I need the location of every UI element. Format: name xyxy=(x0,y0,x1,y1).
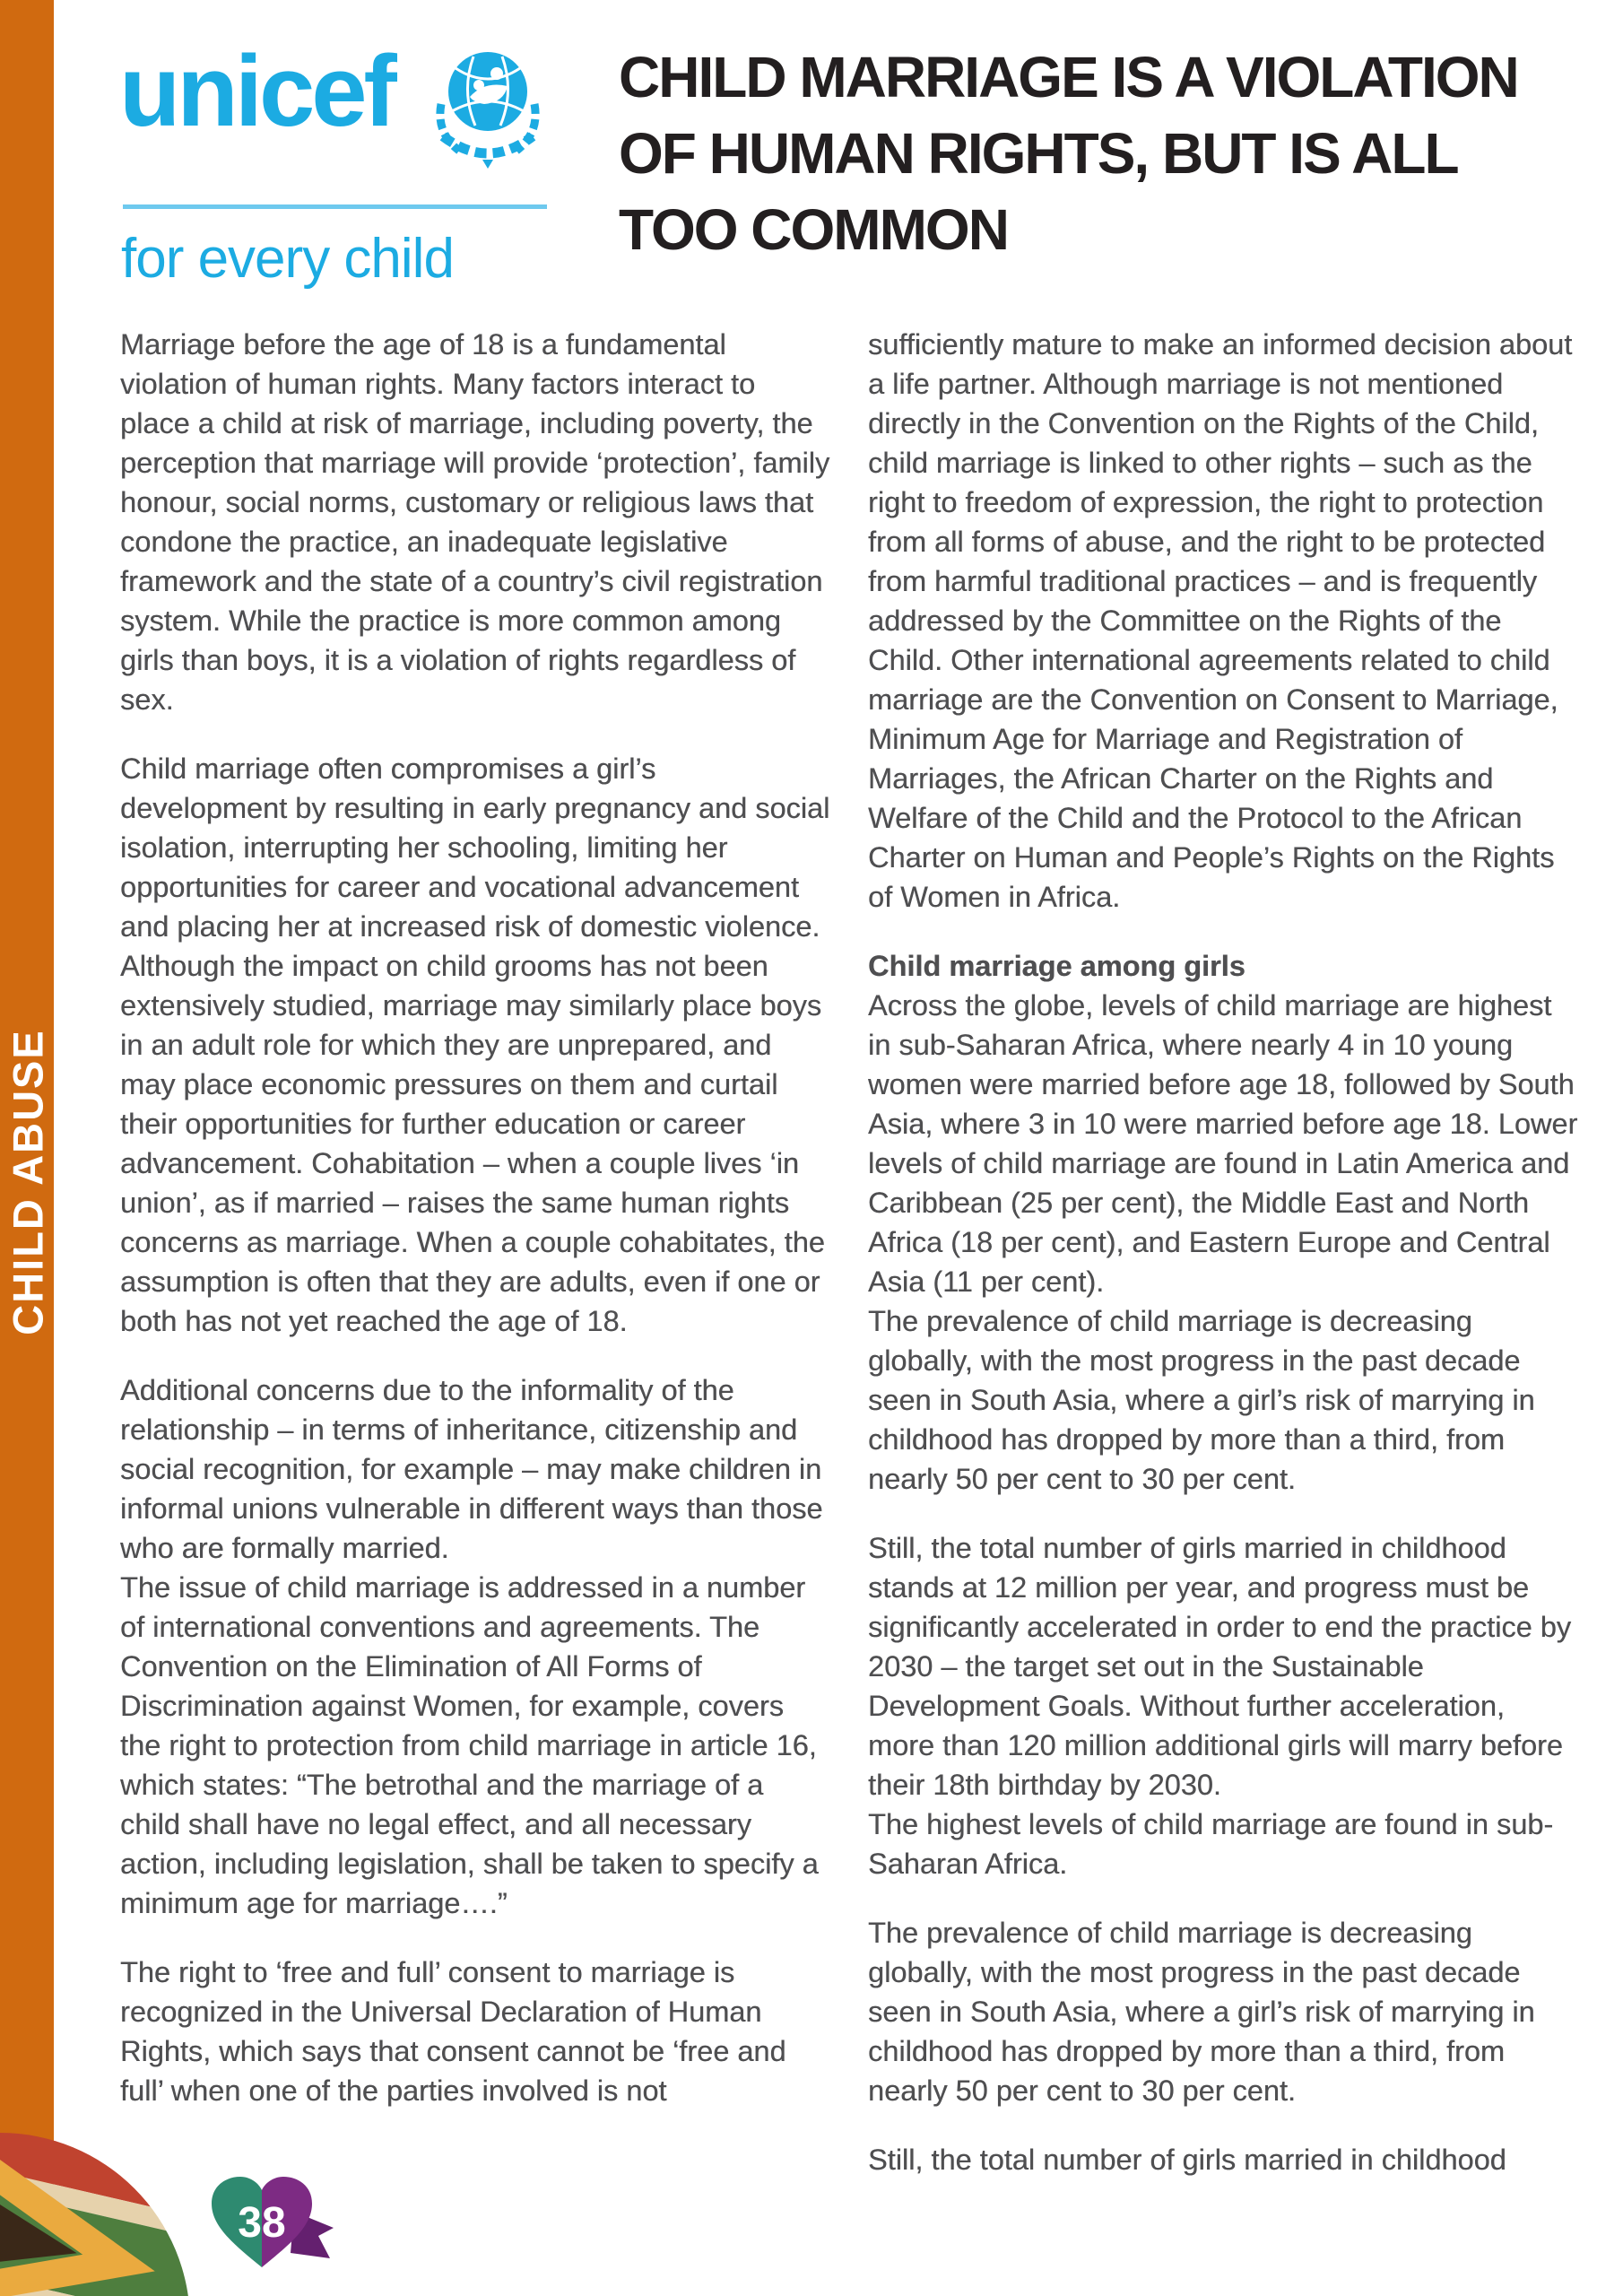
paragraph xyxy=(120,1952,830,2110)
article-column-left xyxy=(120,325,830,2140)
paragraph xyxy=(868,1528,1578,1883)
paragraph xyxy=(868,946,1578,1499)
text-run: The highest levels of child marriage are found in sub-Saharan Africa. xyxy=(868,1808,1554,1880)
title-line-1: CHILD MARRIAGE IS A VIOLATION xyxy=(619,45,1518,109)
text-run: Across the globe, levels of child marriage are highest in sub-Saharan Africa, where nearly 4 in 10 young women were married before age 18, followed by South Asia, where 3 in 10 were married before age 18. Lower levels of child marriage are found in Latin America and Caribbean (25 per cent), the Middle East and North Africa (18 per cent), and Eastern Europe and Central Asia (11 per cent). xyxy=(868,989,1578,1298)
paragraph xyxy=(120,1370,830,1923)
page-title xyxy=(619,39,1578,268)
text-run: Marriage before the age of 18 is a fundamental violation of human rights. Many factors interact to place a child at risk of marriage, including poverty, the perception that marriage will provide ‘protection’, family honour, social norms, customary or religious laws that condone the practice, an inadequate legislative framework and the state of a country’s civil registration system. While the practice is more common among girls than boys, it is a violation of rights regardless of sex. xyxy=(120,328,830,716)
text-run: Additional concerns due to the informality of the relationship – in terms of inheritance, citizenship and social recognition, for example – may make children in informal unions vulnerable in different ways than those who are formally married. xyxy=(120,1374,823,1564)
unicef-wordmark: unicef xyxy=(119,35,394,147)
article-column-right xyxy=(868,325,1578,2209)
page-number: 38 xyxy=(238,2199,286,2247)
unicef-tagline: for every child xyxy=(121,228,454,290)
paragraph xyxy=(868,325,1578,917)
logo-divider xyxy=(123,204,547,209)
text-run: The issue of child marriage is addressed in a number of international conventions and agreements. The Convention on the Elimination of All Forms of Discrimination against Women, for example, covers the right to protection from child marriage in article 16, which states: “The betrothal and the marriage of a child shall have no legal effect, and all necessary action, including legislation, shall be taken to specify a minimum age for marriage….” xyxy=(120,1571,819,1919)
text-run: The right to ‘free and full’ consent to marriage is recognized in the Universal Declaration of Human Rights, which says that consent cannot be ‘free and full’ when one of the parties involved is not xyxy=(120,1956,786,2107)
south-africa-flag-icon xyxy=(0,2129,194,2296)
text-run: The prevalence of child marriage is decreasing globally, with the most progress in the past decade seen in South Asia, where a girl’s risk of marrying in childhood has dropped by more than a third, from nearly 50 per cent to 30 per cent. xyxy=(868,1917,1535,2107)
unicef-emblem-icon xyxy=(429,45,547,172)
text-run: Still, the total number of girls married in childhood stands at 12 million per year, and progress must be significantly accelerated in order to end the practice by 2030 – the target set out in the Sustainable Development Goals. Without further acceleration, more than 120 million additional girls will marry before their 18th birthday by 2030. xyxy=(868,1532,1572,1801)
text-run: The prevalence of child marriage is decreasing globally, with the most progress in the past decade seen in South Asia, where a girl’s risk of marrying in childhood has dropped by more than a third, from nearly 50 per cent to 30 per cent. xyxy=(868,1305,1535,1495)
paragraph-heading: Child marriage among girls xyxy=(868,950,1245,982)
paragraph xyxy=(120,749,830,1341)
paragraph xyxy=(868,2140,1578,2179)
title-line-3: TOO COMMON xyxy=(619,197,1008,262)
sidebar-section-label: CHILD ABUSE xyxy=(4,1029,52,1335)
text-run: sufficiently mature to make an informed decision about a life partner. Although marriage is not mentioned directly in the Convention on the Rights of the Child, child marriage is linked to other rights – such as the right to freedom of expression, the right to protection from all forms of abuse, and the right to be protected from harmful traditional practices – and is frequently addressed by the Committee on the Rights of the Child. Other international agreements related to child marriage are the Convention on Consent to Marriage, Minimum Age for Marriage and Registration of Marriages, the African Charter on the Rights and Welfare of the Child and the Protocol to the African Charter on Human and People’s Rights on the Rights of Women in Africa. xyxy=(868,328,1573,913)
paragraph xyxy=(120,325,830,719)
paragraph xyxy=(868,1913,1578,2110)
page-number-badge xyxy=(204,2174,341,2280)
title-line-2: OF HUMAN RIGHTS, BUT IS ALL xyxy=(619,121,1458,186)
text-run: Child marriage often compromises a girl’s development by resulting in early pregnancy and social isolation, interrupting her schooling, limiting her opportunities for career and vocational advancement and placing her at increased risk of domestic violence. Although the impact on child grooms has not been extensively studied, marriage may similarly place boys in an adult role for which they are unprepared, and may place economic pressures on them and curtail their opportunities for further education or career advancement. Cohabitation – when a couple lives ‘in union’, as if married – raises the same human rights concerns as marriage. When a couple cohabitates, the assumption is often that they are adults, even if one or both has not yet reached the age of 18. xyxy=(120,752,830,1337)
text-run: Still, the total number of girls married in childhood xyxy=(868,2144,1506,2176)
